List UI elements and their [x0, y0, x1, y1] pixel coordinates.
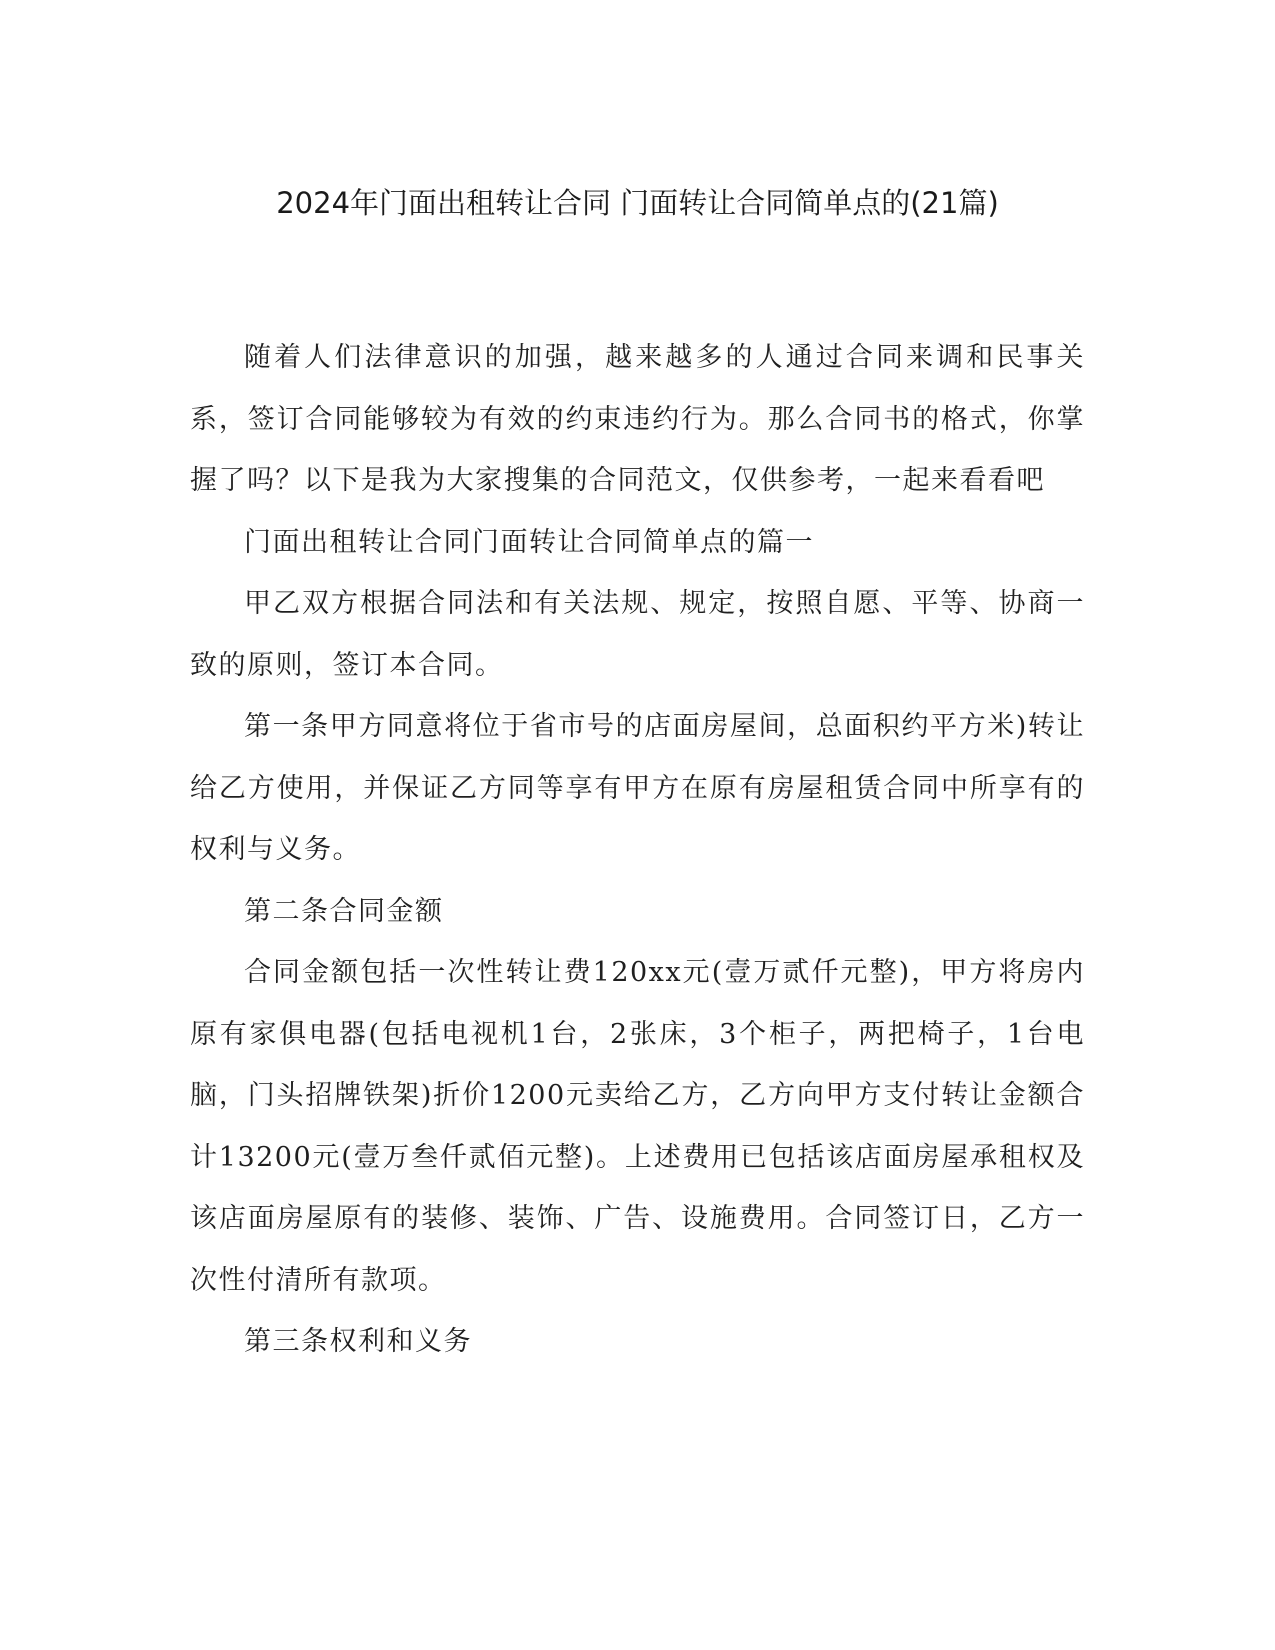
article-one: 第一条甲方同意将位于省市号的店面房屋间，总面积约平方米)转让给乙方使用，并保证乙方同等享有甲方在原有房屋租赁合同中所享有的权利与义务。 [190, 711, 1085, 865]
body-paragraph: 甲乙双方根据合同法和有关法规、规定，按照自愿、平等、协商一致的原则，签订本合同。 [190, 588, 1085, 681]
article-three-heading: 第三条权利和义务 [244, 1326, 472, 1357]
section-heading: 门面出租转让合同门面转让合同简单点的篇一 [244, 526, 814, 558]
intro-paragraph: 随着人们法律意识的加强，越来越多的人通过合同来调和民事关系，签订合同能够较为有效的约束违约行为。那么合同书的格式，你掌握了吗？以下是我为大家搜集的合同范文，仅供参考，一起来看看吧 [190, 342, 1085, 496]
document-title: 2024年门面出租转让合同 门面转让合同简单点的(21篇) [276, 186, 999, 220]
article-two-heading: 第二条合同金额 [244, 895, 444, 927]
document-body [190, 327, 1085, 1373]
article-two-body: 合同金额包括一次性转让费120xx元(壹万贰仟元整)，甲方将房内原有家俱电器(包括电视机1台，2张床，3个柜子，两把椅子，1台电脑，门头招牌铁架)折价1200元卖给乙方，乙方向甲方支付转让金额合计13200元(壹万叁仟贰佰元整)。上述费用已包括该店面房屋承租权及该店面房屋原有的装修、装饰、广告、设施费用。合同签订日，乙方一次性付清所有款项。 [190, 957, 1085, 1296]
